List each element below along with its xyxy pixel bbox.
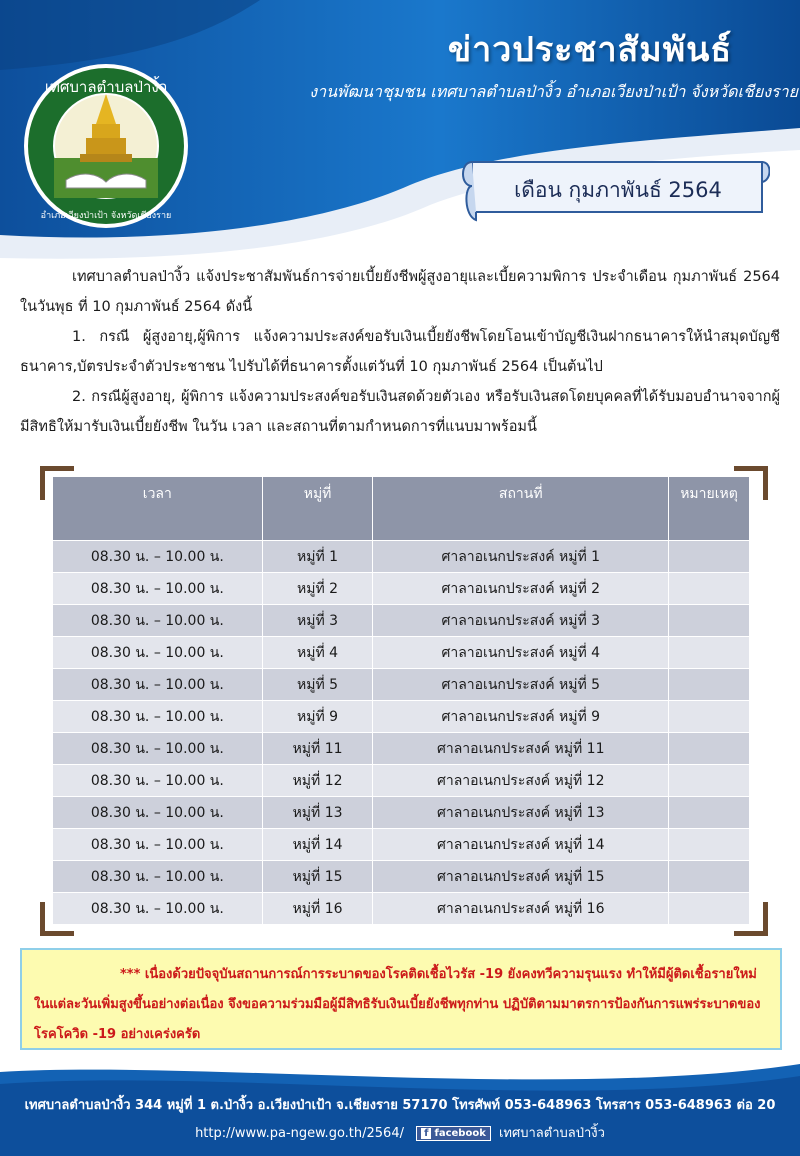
payment-schedule-table [52,476,750,925]
option-cash-paragraph: 2. กรณีผู้สูงอายุ, ผู้พิการ แจ้งความประสงค์ขอรับเงินสดด้วยตัวเอง หรือรับเงินสดโดยบุคคลที่ได้รับมอบอำนาจจากผู้มีสิทธิให้มารับเงินเบี้ยยังชีพ ในวัน เวลา และสถานที่ตามกำหนดการที่แนบมาพร้อมนี้ [20,389,780,435]
cell-village: หมู่ที่ 1 [262,541,373,573]
cell-location: ศาลาอเนกประสงค์ หมู่ที่ 12 [373,765,669,797]
month-banner-text: เดือน กุมภาพันธ์ 2564 [514,178,722,202]
cell-remarks [669,637,750,669]
header-location: สถานที่ [373,477,669,541]
table-row [53,573,750,605]
table-header-row [53,477,750,541]
cell-time: 08.30 น. – 10.00 น. [53,893,263,925]
cell-location: ศาลาอเนกประสงค์ หมู่ที่ 3 [373,605,669,637]
cell-village: หมู่ที่ 2 [262,573,373,605]
cell-time: 08.30 น. – 10.00 น. [53,701,263,733]
cell-remarks [669,669,750,701]
facebook-icon: f [421,1128,431,1139]
intro-paragraph: เทศบาลตำบลป่างิ้ว แจ้งประชาสัมพันธ์การจ่ายเบี้ยยังชีพผู้สูงอายุและเบี้ยความพิการ ประจำเดือน กุมภาพันธ์ 2564 ในวันพุธ ที่ 10 กุมภาพันธ์ 2564 ดังนี้ [20,269,780,315]
cell-remarks [669,861,750,893]
cell-village: หมู่ที่ 4 [262,637,373,669]
facebook-page-name[interactable]: เทศบาลตำบลป่างิ้ว [498,1126,605,1141]
cell-location: ศาลาอเนกประสงค์ หมู่ที่ 15 [373,861,669,893]
cell-time: 08.30 น. – 10.00 น. [53,765,263,797]
header-time: เวลา [53,477,263,541]
footer-address: เทศบาลตำบลป่างิ้ว 344 หมู่ที่ 1 ต.ป่างิ้ว อ.เวียงป่าเป้า จ.เชียงราย 57170 โทรศัพท์ 053-648963 โทรสาร 053-648963 ต่อ 20 [24,1098,776,1113]
covid-notice-text: *** เนื่องด้วยปัจจุบันสถานการณ์การระบาดของโรคติดเชื้อไวรัส -19 ยังคงทวีความรุนแรง ทำให้มีผู้ติดเชื้อรายใหม่ในแต่ละวันเพิ่มสูงขึ้นอย่างต่อเนื่อง จึงขอความร่วมมือผู้มีสิทธิรับเงินเบี้ยยังชีพทุกท่าน ปฏิบัติตามมาตรการป้องกันการแพร่ระบาดของโรคโควิด -19 อย่างเคร่งครัด [34,967,761,1042]
cell-time: 08.30 น. – 10.00 น. [53,637,263,669]
cell-village: หมู่ที่ 11 [262,733,373,765]
cell-village: หมู่ที่ 15 [262,861,373,893]
table-row [53,637,750,669]
facebook-badge[interactable] [416,1126,491,1141]
cell-village: หมู่ที่ 14 [262,829,373,861]
municipality-seal-logo [22,62,190,230]
table-row [53,893,750,925]
facebook-label: facebook [434,1128,486,1139]
cell-remarks [669,573,750,605]
cell-location: ศาลาอเนกประสงค์ หมู่ที่ 16 [373,893,669,925]
cell-time: 08.30 น. – 10.00 น. [53,861,263,893]
seal-bottom-text: อำเภอเวียงป่าเป้า จังหวัดเชียงราย [40,211,172,221]
cell-time: 08.30 น. – 10.00 น. [53,605,263,637]
table-row [53,605,750,637]
table-row [53,829,750,861]
header-remarks: หมายเหตุ [669,477,750,541]
cell-village: หมู่ที่ 3 [262,605,373,637]
page-title: ข่าวประชาสัมพันธ์ [447,30,733,70]
table-row [53,541,750,573]
cell-location: ศาลาอเนกประสงค์ หมู่ที่ 13 [373,797,669,829]
table-row [53,797,750,829]
cell-location: ศาลาอเนกประสงค์ หมู่ที่ 11 [373,733,669,765]
cell-location: ศาลาอเนกประสงค์ หมู่ที่ 5 [373,669,669,701]
table-row [53,765,750,797]
cell-time: 08.30 น. – 10.00 น. [53,669,263,701]
cell-time: 08.30 น. – 10.00 น. [53,733,263,765]
cell-remarks [669,765,750,797]
cell-time: 08.30 น. – 10.00 น. [53,573,263,605]
cell-location: ศาลาอเนกประสงค์ หมู่ที่ 1 [373,541,669,573]
cell-remarks [669,605,750,637]
website-link[interactable]: http://www.pa-ngew.go.th/2564/ [195,1126,404,1141]
cell-remarks [669,829,750,861]
cell-time: 08.30 น. – 10.00 น. [53,797,263,829]
cell-village: หมู่ที่ 16 [262,893,373,925]
cell-location: ศาลาอเนกประสงค์ หมู่ที่ 4 [373,637,669,669]
cell-time: 08.30 น. – 10.00 น. [53,829,263,861]
cell-remarks [669,893,750,925]
option-bank-transfer-paragraph: 1. กรณี ผู้สูงอายุ,ผู้พิการ แจ้งความประสงค์ขอรับเงินเบี้ยยังชีพโดยโอนเข้าบัญชีเงินฝากธนาคารให้นำสมุดบัญชีธนาคาร,บัตรประจำตัวประชาชน ไปรับได้ที่ธนาคารตั้งแต่วันที่ 10 กุมภาพันธ์ 2564 เป็นต้นไป [20,329,780,375]
cell-remarks [669,701,750,733]
footer-contact-line [0,1122,800,1143]
header-banner [0,0,800,265]
table-row [53,701,750,733]
cell-village: หมู่ที่ 12 [262,765,373,797]
table-row [53,733,750,765]
seal-top-text: เทศบาลตำบลป่างิ้ว [44,78,168,96]
cell-location: ศาลาอเนกประสงค์ หมู่ที่ 14 [373,829,669,861]
cell-remarks [669,797,750,829]
covid-notice-box [20,948,782,1050]
header-village: หมู่ที่ [262,477,373,541]
table-row [53,861,750,893]
cell-time: 08.30 น. – 10.00 น. [53,541,263,573]
announcement-body [20,262,780,442]
cell-remarks [669,733,750,765]
cell-village: หมู่ที่ 5 [262,669,373,701]
cell-location: ศาลาอเนกประสงค์ หมู่ที่ 9 [373,701,669,733]
cell-village: หมู่ที่ 13 [262,797,373,829]
cell-village: หมู่ที่ 9 [262,701,373,733]
cell-remarks [669,541,750,573]
page-subtitle: งานพัฒนาชุมชน เทศบาลตำบลป่างิ้ว อำเภอเวียงป่าเป้า จังหวัดเชียงราย [309,82,798,101]
table-row [53,669,750,701]
cell-location: ศาลาอเนกประสงค์ หมู่ที่ 2 [373,573,669,605]
